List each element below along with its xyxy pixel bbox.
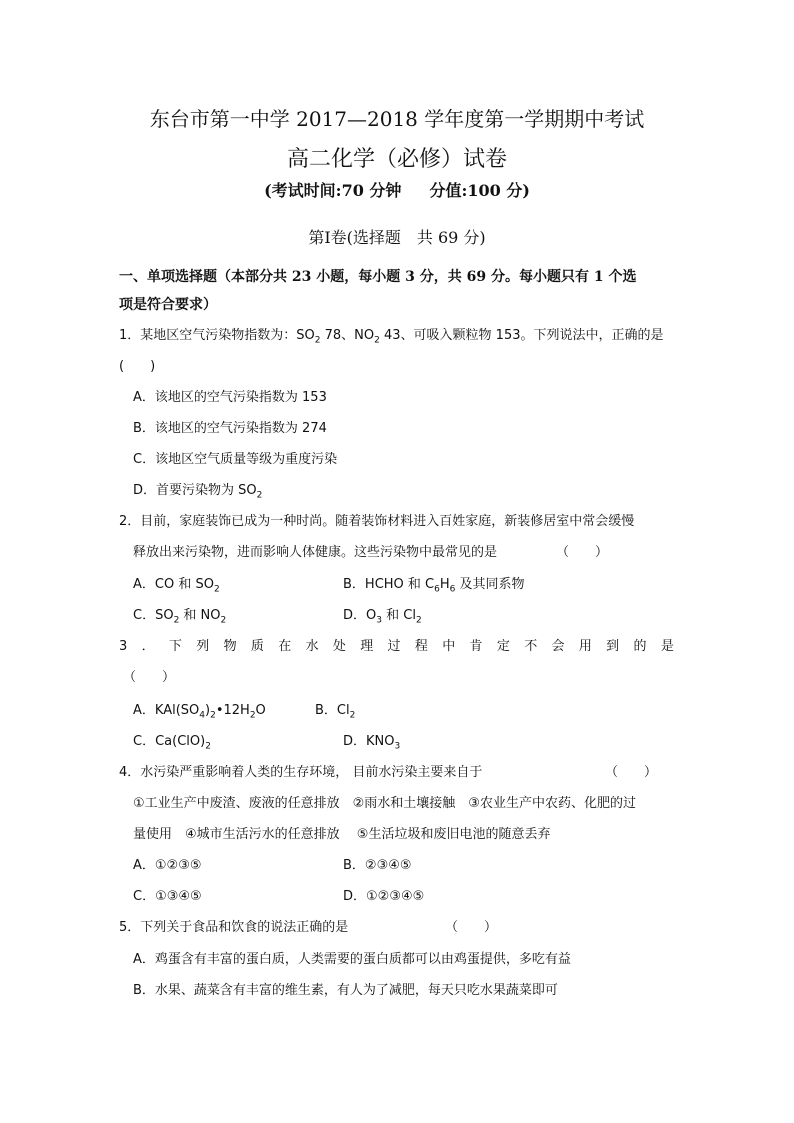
q1-stem-b: 78、NO xyxy=(320,328,375,343)
q4-option-b: B．②③④⑤ xyxy=(343,858,412,873)
q3-char: 肯 xyxy=(469,639,483,654)
q3-char: 到 xyxy=(606,639,620,654)
q3-char: 理 xyxy=(360,639,374,654)
q4-option-c: C．①③④⑤ xyxy=(133,889,202,904)
exam-info xyxy=(0,180,794,202)
q2-option-c-sub1: 2 xyxy=(173,615,180,626)
q2-stem-line1: 2．目前，家庭装饰已成为一种时尚。随着装饰材料进入百姓家庭，新装修居室中常会缓慢 xyxy=(119,514,635,529)
q5-answer-paren: （ ） xyxy=(445,920,498,935)
q1-answer-paren: ( ) xyxy=(119,359,156,374)
q2-option-c-sub2: 2 xyxy=(220,615,227,626)
q2-option-a xyxy=(133,577,220,593)
q2-answer-paren: （ ） xyxy=(556,545,609,560)
q2-option-d xyxy=(343,608,422,624)
q5-stem: 5．下列关于食品和饮食的说法正确的是 xyxy=(119,920,349,935)
exam-subject: 高二化学（必修）试卷 xyxy=(286,147,507,172)
q1-sub2: 2 xyxy=(374,335,380,346)
exam-title: 东台市第一中学 2017—2018 学年度第一学期期中考试 xyxy=(149,107,645,131)
q3-option-a-sub3: 2 xyxy=(249,710,256,721)
q2-stem-line2: 释放出来污染物，进而影响人体健康。这些污染物中最常见的是 xyxy=(133,545,498,560)
q4-option-d: D．①②③④⑤ xyxy=(343,889,425,904)
q2-option-b-sub2: 6 xyxy=(449,584,456,595)
q3-char: 水 xyxy=(305,639,319,654)
q2-option-c-text-b: 和 NO xyxy=(179,608,221,623)
q4-stem-line1: 4．水污染严重影响着人类的生存环境， 目前水污染主要来自于 xyxy=(119,765,483,780)
q1-stem-a: 1．某地区空气污染物指数为：SO xyxy=(119,328,315,343)
q3-option-b xyxy=(315,703,355,719)
q3-option-b-text: B．Cl xyxy=(315,703,350,718)
q3-char: 不 xyxy=(524,639,538,654)
q3-char: 会 xyxy=(551,639,565,654)
q1-option-d-text: D．首要污染物为 SO xyxy=(133,483,257,498)
q1-option-b: B．该地区的空气污染指数为 274 xyxy=(133,421,327,436)
exam-score: 分值:100 分) xyxy=(429,181,530,200)
exam-time: (考试时间:70 分钟 xyxy=(264,181,402,200)
q3-option-c xyxy=(133,734,211,750)
q3-option-a-sub1: 4 xyxy=(199,710,205,721)
q3-char: 在 xyxy=(278,639,292,654)
q2-option-c-text-a: C．SO xyxy=(133,608,174,623)
q3-char: 定 xyxy=(496,639,510,654)
q3-char: 物 xyxy=(223,639,237,654)
q2-option-b xyxy=(343,577,525,593)
q3-char: 处 xyxy=(332,639,346,654)
q3-char: ． xyxy=(141,639,155,654)
q3-option-c-text: C．Ca(ClO) xyxy=(133,734,206,749)
q1-option-a: A．该地区的空气污染指数为 153 xyxy=(133,390,327,405)
q2-option-b-text-a: B．HCHO 和 C xyxy=(343,577,435,592)
q2-option-d-sub2: 2 xyxy=(415,615,422,626)
q4-option-a: A．①②③⑤ xyxy=(133,858,202,873)
q2-option-c xyxy=(133,608,226,624)
q4-answer-paren: （ ） xyxy=(605,765,658,780)
q3-option-a-text-a: A．KAl(SO xyxy=(133,703,200,718)
q2-option-b-text-b: H xyxy=(439,577,450,592)
q1-sub1: 2 xyxy=(314,335,321,346)
q3-option-a-sub2: 2 xyxy=(210,710,216,721)
q3-char: 的 xyxy=(633,639,647,654)
q3-option-a-text-b: ) xyxy=(205,703,211,718)
q3-option-d xyxy=(343,734,400,750)
section-title: 第Ⅰ卷(选择题 共 69 分) xyxy=(308,228,486,247)
q3-char: 过 xyxy=(387,639,401,654)
section-intro-line1: 一、单项选择题（本部分共 23 小题，每小题 3 分，共 69 分。每小题只有 1 个选 xyxy=(119,269,637,285)
q3-char: 列 xyxy=(196,639,210,654)
q3-option-a xyxy=(133,703,266,719)
q3-option-b-sub: 2 xyxy=(349,710,356,721)
q2-option-b-text-c: 及其同系物 xyxy=(455,577,525,592)
q3-char: 中 xyxy=(442,639,456,654)
q3-char: 是 xyxy=(660,639,674,654)
q3-option-d-text: D．KNO xyxy=(343,734,395,749)
q3-char: 下 xyxy=(168,639,182,654)
q3-char: 用 xyxy=(578,639,592,654)
q3-option-a-text-c: •12H xyxy=(215,703,250,718)
q2-option-b-sub1: 6 xyxy=(434,584,440,595)
q2-option-d-sub1: 3 xyxy=(376,615,382,626)
section-intro-line2: 项是符合要求） xyxy=(119,297,217,313)
q4-stem-line2: ①工业生产中废渣、废液的任意排放 ②雨水和土壤接触 ③农业生产中农药、化肥的过 xyxy=(133,796,636,811)
q1-option-d-sub: 2 xyxy=(256,490,263,501)
q3-answer-paren: （ ） xyxy=(123,670,176,685)
q3-option-d-sub: 3 xyxy=(394,741,401,752)
q3-stem xyxy=(119,639,674,655)
q3-char: 3 xyxy=(119,639,128,654)
q4-stem-line3: 量使用 ④城市生活污水的任意排放 ⑤生活垃圾和废旧电池的随意丢弃 xyxy=(133,827,551,842)
q3-option-c-sub: 2 xyxy=(205,741,211,752)
q1-option-d xyxy=(133,483,262,499)
q5-option-a: A．鸡蛋含有丰富的蛋白质，人类需要的蛋白质都可以由鸡蛋提供，多吃有益 xyxy=(133,952,571,967)
q3-option-a-text-d: O xyxy=(255,703,266,718)
q3-char: 质 xyxy=(250,639,264,654)
q2-option-d-text-b: 和 Cl xyxy=(381,608,416,623)
q2-option-a-text: A．CO 和 SO xyxy=(133,577,214,592)
q1-stem xyxy=(119,328,664,344)
q2-option-d-text-a: D．O xyxy=(343,608,377,623)
q5-option-b: B．水果、蔬菜含有丰富的维生素，有人为了减肥，每天只吃水果蔬菜即可 xyxy=(133,983,558,998)
q3-char: 程 xyxy=(414,639,428,654)
q1-stem-c: 43、可吸入颗粒物 153。下列说法中，正确的是 xyxy=(379,328,664,343)
q1-option-c: C．该地区空气质量等级为重度污染 xyxy=(133,452,338,467)
q2-option-a-sub: 2 xyxy=(213,584,220,595)
